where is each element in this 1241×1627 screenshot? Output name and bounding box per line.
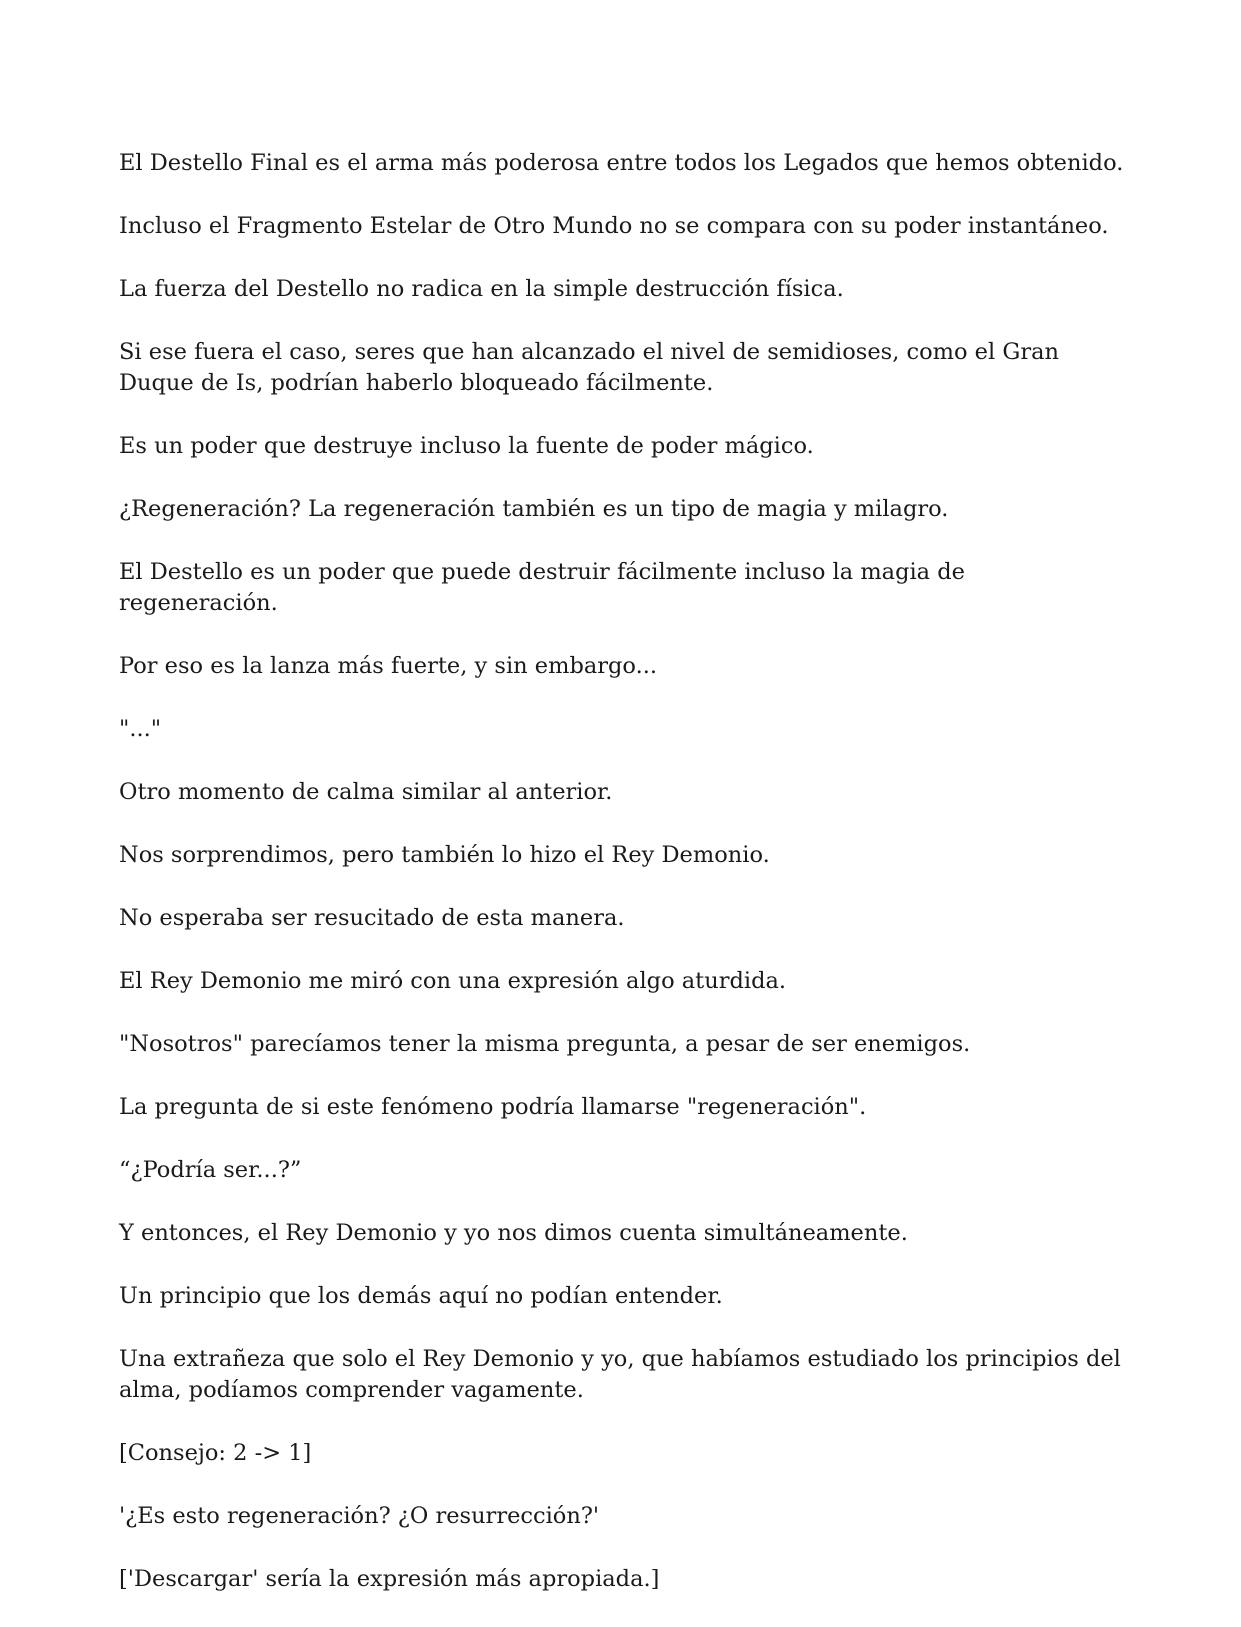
paragraph: El Destello es un poder que puede destruir fácilmente incluso la magia de regeneración. (119, 559, 965, 616)
paragraph: La pregunta de si este fenómeno podría llamarse "regeneración". (119, 1094, 867, 1120)
paragraph: La fuerza del Destello no radica en la simple destrucción física. (119, 276, 844, 302)
paragraph: El Rey Demonio me miró con una expresión algo aturdida. (119, 968, 787, 994)
paragraph: No esperaba ser resucitado de esta manera. (119, 905, 625, 931)
paragraph: Un principio que los demás aquí no podían entender. (119, 1283, 723, 1309)
paragraph: “¿Podría ser...?” (119, 1157, 302, 1183)
paragraph: "Nosotros" parecíamos tener la misma pregunta, a pesar de ser enemigos. (119, 1031, 971, 1057)
paragraph: '¿Es esto regeneración? ¿O resurrección?' (119, 1503, 600, 1529)
paragraph: Es un poder que destruye incluso la fuente de poder mágico. (119, 433, 814, 459)
paragraph: "..." (119, 716, 162, 742)
paragraph: Si ese fuera el caso, seres que han alcanzado el nivel de semidioses, como el Gran Duque de Is, podrían haberlo bloqueado fácilmente. (119, 339, 1059, 396)
paragraph: Nos sorprendimos, pero también lo hizo el Rey Demonio. (119, 842, 770, 868)
body-text (119, 148, 1129, 1627)
paragraph: ['Descargar' sería la expresión más apropiada.] (119, 1566, 660, 1592)
paragraph: Otro momento de calma similar al anterior. (119, 779, 613, 805)
paragraph: El Destello Final es el arma más poderosa entre todos los Legados que hemos obtenido. (119, 150, 1124, 176)
paragraph: Incluso el Fragmento Estelar de Otro Mundo no se compara con su poder instantáneo. (119, 213, 1109, 239)
paragraph: Por eso es la lanza más fuerte, y sin embargo... (119, 653, 658, 679)
paragraph: ¿Regeneración? La regeneración también es un tipo de magia y milagro. (119, 496, 949, 522)
paragraph: Y entonces, el Rey Demonio y yo nos dimos cuenta simultáneamente. (119, 1220, 908, 1246)
paragraph: Una extrañeza que solo el Rey Demonio y yo, que habíamos estudiado los principios del alma, podíamos comprender vagamente. (119, 1346, 1121, 1403)
paragraph: [Consejo: 2 -> 1] (119, 1440, 312, 1466)
